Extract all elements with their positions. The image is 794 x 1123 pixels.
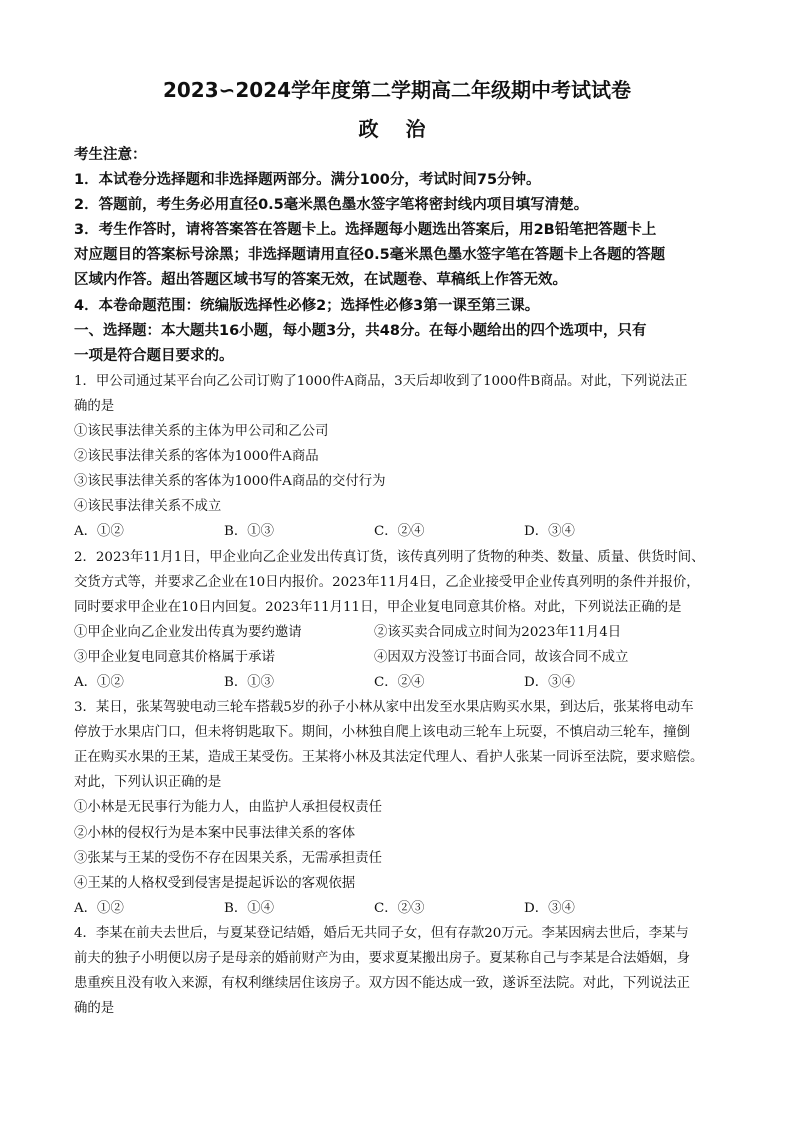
statement-row (74, 620, 734, 645)
choice-d[interactable]: D．③④ (524, 674, 575, 690)
question-4 (74, 921, 734, 1021)
choice-c[interactable]: C．②③ (374, 900, 425, 916)
statement-item: ②该买卖合同成立时间为2023年11月4日 (374, 624, 622, 640)
notice-block (74, 143, 734, 319)
choice-a[interactable]: A．①② (74, 674, 124, 690)
statement-item: ④因双方没签订书面合同，故该合同不成立 (374, 649, 629, 665)
question-stem: 停放于水果店门口，但未将钥匙取下。期间，小林独自爬上该电动三轮车上玩耍，不慎启动三轮车，撞倒 (74, 725, 690, 741)
statement-item: ②小林的侵权行为是本案中民事法律关系的客体 (74, 825, 356, 841)
exam-title: 2023∽2024学年度第二学期高二年级期中考试试卷 (162, 78, 632, 102)
notice-line: 4．本卷命题范围：统编版选择性必修2；选择性必修3第一课至第三课。 (74, 297, 540, 314)
question-stem: 患重疾且没有收入来源，有权利继续居住该房子。双方因不能达成一致，遂诉至法院。对此，下列说法正 (74, 976, 690, 992)
choice-c[interactable]: C．②④ (374, 524, 425, 540)
answer-choices (74, 896, 734, 921)
answer-choices (74, 519, 734, 544)
choice-a[interactable]: A．①② (74, 900, 124, 916)
question-stem: 确的是 (74, 1001, 115, 1017)
question-stem: 对此，下列认识正确的是 (74, 775, 222, 791)
section-line: 一项是符合题目要求的。 (74, 347, 234, 364)
notice-line: 区域内作答。超出答题区域书写的答案无效，在试题卷、草稿纸上作答无效。 (74, 272, 567, 289)
statement-item: ③该民事法律关系的客体为1000件A商品的交付行为 (74, 474, 386, 490)
answer-choices (74, 670, 734, 695)
choice-d[interactable]: D．③④ (524, 524, 575, 540)
statement-item: ④王某的人格权受到侵害是提起诉讼的客观依据 (74, 875, 356, 891)
question-stem: 同时要求甲企业在10日内回复。2023年11月11日，甲企业复电同意其价格。对此，下列说法正确的是 (74, 599, 682, 615)
statement-item: ③甲企业复电同意其价格属于承诺 (74, 649, 275, 665)
choice-a[interactable]: A．①② (74, 524, 124, 540)
notice-line: 3．考生作答时，请将答案答在答题卡上。选择题每小题选出答案后，用2B铅笔把答题卡上 (74, 222, 657, 239)
notice-heading: 考生注意： (74, 147, 147, 163)
subject-title: 政 治 (358, 117, 436, 141)
question-stem: 前夫的独子小明便以房子是母亲的婚前财产为由，要求夏某搬出房子。夏某称自己与李某是合法婚姻，身 (74, 951, 690, 966)
choice-b[interactable]: B．①③ (224, 524, 275, 540)
question-stem: 确的是 (74, 398, 115, 414)
statement-item: ①甲企业向乙企业发出传真为要约邀请 (74, 624, 302, 640)
question-stem: 4．李某在前夫去世后，与夏某登记结婚，婚后无共同子女，但有存款20万元。李某因病去世后，李某与 (74, 925, 689, 941)
notice-line: 对应题目的答案标号涂黑；非选择题请用直径0.5毫米黑色墨水签字笔在答题卡上各题的答题 (74, 247, 666, 264)
statement-item: ①小林是无民事行为能力人，由监护人承担侵权责任 (74, 800, 382, 816)
question-stem: 3．某日，张某驾驶电动三轮车搭载5岁的孙子小林从家中出发至水果店购买水果，到达后，张某将电动车 (74, 700, 694, 716)
section-heading (74, 319, 734, 369)
statement-item: ③张某与王某的受伤不存在因果关系，无需承担责任 (74, 850, 382, 866)
notice-line: 1．本试卷分选择题和非选择题两部分。满分100分，考试时间75分钟。 (74, 172, 541, 189)
choice-b[interactable]: B．①④ (224, 900, 275, 916)
statement-item: ④该民事法律关系不成立 (74, 499, 222, 515)
question-3 (74, 695, 734, 921)
question-stem: 2．2023年11月1日，甲企业向乙企业发出传真订货，该传真列明了货物的种类、数量、质量、供货时间、 (74, 549, 705, 565)
question-2 (74, 545, 734, 696)
question-stem: 1．甲公司通过某平台向乙公司订购了1000件A商品，3天后却收到了1000件B商品。对此，下列说法正 (74, 373, 688, 389)
section-line: 一、选择题：本大题共16小题，每小题3分，共48分。在每小题给出的四个选项中，只有 (74, 322, 647, 339)
statement-item: ②该民事法律关系的客体为1000件A商品 (74, 449, 319, 465)
question-stem: 正在购买水果的王某，造成王某受伤。王某将小林及其法定代理人、看护人张某一同诉至法院，要求赔偿。 (74, 750, 704, 766)
choice-c[interactable]: C．②④ (374, 674, 425, 690)
statement-row (74, 645, 734, 670)
question-stem: 交货方式等，并要求乙企业在10日内报价。2023年11月4日，乙企业接受甲企业传真列明的条件并报价， (74, 574, 700, 590)
question-1 (74, 369, 734, 545)
statement-item: ①该民事法律关系的主体为甲公司和乙公司 (74, 424, 329, 440)
exam-content (74, 143, 734, 1021)
choice-d[interactable]: D．③④ (524, 900, 575, 916)
notice-line: 2．答题前，考生务必用直径0.5毫米黑色墨水签字笔将密封线内项目填写清楚。 (74, 197, 589, 214)
choice-b[interactable]: B．①③ (224, 674, 275, 690)
